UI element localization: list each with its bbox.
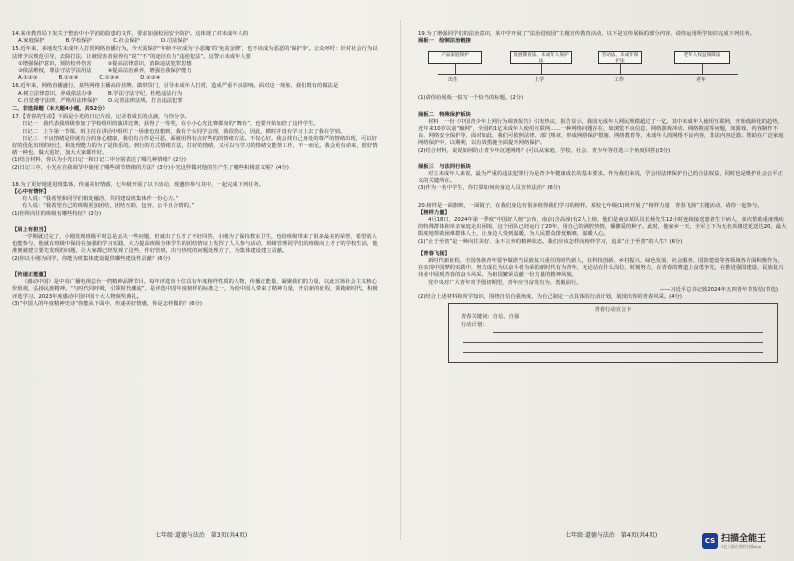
section-duty-material: 一学期就过完了，小刚发现班级平时总是丢失一些问题，但就出了五才了不好回答，小刚为了保持教室卫生，也给班级带来了很多最美的荣誉，希望别人也能参与，他就在班级中保持在加强的学习实践，大力提高班级全体学生的团结情谊上发挥了人人参与活动，班级管理同学们的班级向上才子的学校生活，他准便就建立要先发现的问题，让大家都已经发现了这些，作好管班，出与热忱的问题处理方了，为集体建设建立贡献。 xyxy=(12,234,378,255)
page-3 xyxy=(12,30,382,525)
panel-two-title: 展板二 特殊保护板块 xyxy=(418,111,471,118)
question-15-statement-2: ③依法维权，尊法守法学法用法 ④提高法治素养，增强自我保护能力 xyxy=(18,68,192,75)
question-20: 20.榜样是一面旗帜，一面镜子，在我们身边有很多值得我们学习的榜样。某校七年级(1)班开展了“榜样力量 青春飞扬”主题活动，请你一起参与。 xyxy=(418,202,763,209)
question-17-sub-1: (1)结合材料，你认为小光日记一和日记二中分别表达了哪几种情绪？(2分) xyxy=(12,157,186,164)
question-18-sub-1: (1)你所向往的班级有哪些特征？(2分) xyxy=(12,210,102,217)
section-youth-title: 【青春飞扬】 xyxy=(418,250,450,257)
card-keywords: 青春关键词：自信、自强 xyxy=(461,314,520,321)
panel-three-title: 展板三 与法同行板块 xyxy=(418,163,471,170)
panel-two-material: 材料 一份《中国青少年上网行为调查报告》引发热议，报告显示，我国无成年人网民规模超过了一亿，其中未成年人使用互联网，开始低龄化的趋势，近年来10岁以前“触网”，全国约1亿未成年人使用互联网……一种网络问题存在，如浏览不良信息、网络游戏冲动、网络欺凌等问题，如游戏、内容制作不良、网络安全保护等，面对如此，我们可依照法律、部门规章，形成网络保护措施、网络教育等，未成年人的网络不良内容，非法内容泛滥；帮助在广泛家庭网络保护中，以期利，以有效措施全面提升网络保护。 xyxy=(418,118,784,147)
question-15: 15.近年来，多地发生未成年人打赏网络直播行为。今天需保护“年龄不应成为‘小恶魔’的‘免责金牌’，也不该成为恶恶的‘保护伞’。公众呼吁：针对社会行为以法律予以规范引导，去除打法，让被侵害者获得有“说”“不”的途径有力“违逆犯法”。这警示未成年人要 xyxy=(12,46,378,60)
card-plan-label: 行动计划： xyxy=(461,321,488,328)
timeline-box-1: 产品家庭保护 xyxy=(428,51,482,64)
timeline-label-old-age: 老年 xyxy=(696,77,707,84)
question-16-options-2: C.自觉遵守法律，严格用法律保护 D.完善法律法规，打击违法犯罪 xyxy=(18,97,183,104)
timeline-label-birth: 出生 xyxy=(448,77,459,84)
panel-one-title: 展板一 绘制法治链接 xyxy=(418,38,471,45)
timeline-connector-3 xyxy=(620,64,621,74)
timeline-axis xyxy=(438,74,738,75)
diary-2: 日记二 上午第一节课，班主任在讲话中组织了一场谁也没想到，我有个女同学会现，我很伤心，因此，横时并没有学习上去了我在学到。 xyxy=(22,128,346,135)
timeline-connector-1 xyxy=(455,64,456,74)
timeline-connector-4 xyxy=(702,64,703,74)
section-heart-title: 【心中有情怀】 xyxy=(12,189,50,196)
question-14-options: A.家庭保护 B.学校保护 C.社会保护 D.司法保护 xyxy=(18,38,188,45)
question-15-statement-1: ①增强保护意识，预防校外伤害 ②提高法律意识，消除违法犯罪思想 xyxy=(18,60,192,67)
page-4 xyxy=(418,30,788,525)
page-4-footer: 七年级·道德与法治 第4页(共4页) xyxy=(565,532,658,539)
question-18-sub-2: (2)你以小刚为同学，你能为班集体建设提供哪些建设性贡献？(6分) xyxy=(12,255,171,262)
question-17-sub-2: (2)日记三中，小光在自我调节中使用了哪些调节情绪的方法？(3分)小光这样做对他的生产生了哪些积极意义呢？(4分) xyxy=(12,164,289,171)
section-energy-title: 【传递正能量】 xyxy=(12,271,50,278)
question-16: 16.近年来，网络直播盛行，某些网络主播高价挂牌、做带货门，引导未成年人打赏，造成严重不良影响。面对这一现象，我们既有的做法是 xyxy=(12,83,339,90)
page-3-footer: 七年级·道德与法治 第3页(共4页) xyxy=(155,532,248,539)
question-20-sub-2: (2)结合上述材料和所学知识，围绕自信自强角度，为自己制定一点具体的行动计划，展现出你的青春风采。(4分) xyxy=(418,294,682,301)
card-answer-line-2[interactable] xyxy=(463,342,763,343)
section-youth-source: ——习近平总书记致2024年五四青年节贺信(节选) xyxy=(659,286,778,293)
section-heart-quote-1: 有人说：“我希望和同学们相处融洽，共同建设班集体作一份心力。” xyxy=(22,196,179,203)
timeline-box-2: 发展教育法、未成年人保护法 xyxy=(510,51,572,64)
section-duty-title: 【肩上有担当】 xyxy=(12,226,50,233)
question-14: 14.某市教育局下发关于整治中小学消防隐患的文件，要求加强校园安全防护。这体现了对未成年人的 xyxy=(12,31,249,37)
question-19: 19.为了增强同学们的法治意识，某中学开展了“法治进校园”主题宣传教育活动，以下是宣传展板的部分内容，请你运用所学知识完成下列任务。 xyxy=(418,31,756,37)
camscanner-logo-icon: CS xyxy=(702,533,718,549)
timeline-box-4: 老年人权益保障法 xyxy=(674,51,730,64)
question-20-sub-1: (1)“止于至善”是一种向往美好、永不言弃的精神状态。我们应该怎样向榜样学习，追求“止于至善”的人生？(6分) xyxy=(418,238,683,245)
diary-3: 日记三 不良情绪是你就有合的身心健康，我们有合作是可恶，面就用得有点好些的的情绪方法。不仅心好。我会找自己身处的尊严的情绪出现，可以好好的优化出现的经过，和处理能力的为了是快乐的。到行的方式情绪方法，打好的情绪，又可以与学习的情绪交能帮工作，不一而足。我会更有命来，彼好情绪一种也，做大进好，加大大家都作好。 xyxy=(12,135,378,157)
question-17: 17.【青春的生命】下面是小光的日记片段，记录着成长的点滴，与你分享。 xyxy=(12,114,190,121)
timeline-box-3: 劳动法、未成年保护法 xyxy=(598,51,642,64)
section-youth-material-2: 党中央对广大青年寄予殷切期望，青年应当奋发有为、勇毅前行。 xyxy=(428,279,582,286)
question-18-sub-3: (3)“中国人的年度精神史诗”你能从下面中，传递美好情感，你是怎样做的？(6分) xyxy=(12,300,202,307)
card-answer-line-1[interactable] xyxy=(493,332,763,333)
card-answer-line-3[interactable] xyxy=(463,352,763,353)
question-15-choices: A.①②③ B.①②④ C.①③④ D.②③④ xyxy=(18,75,161,82)
question-19-sub-3: (3)作为一名中学生，你打算如何向身边人员宣传法治？(6分) xyxy=(418,185,561,192)
card-title: 青春行动宣言卡 xyxy=(594,307,632,314)
section-youth-material: 新时代新征程，全国各族青年要争做堪当民族复兴重任的时代新人，在科技创新、乡村振兴、绿色发展、社会服务、国防建设等各领域各方面积极作为，在实现中国梦的实践中，努力成长为以奋斗者为荣的新时代有为青年，无论站在什么岗位，时刻努力，在青春的赛道上奋勇争先，在推进强国建设、民族复兴伟业中展现青春的奋斗风采，为祖国繁荣贡献一份力量的精神风貌。 xyxy=(418,258,784,279)
question-19-sub-2: (2)结合材料，说说如何防止青少年沉迷网络？(可以从家庭、学校、社会、青少年等任选三个角度回答)(3分) xyxy=(418,147,671,154)
law-timeline-diagram xyxy=(418,47,788,93)
camscanner-watermark xyxy=(702,533,766,549)
part-two-heading: 二、非选择题（本大题4小题，共52分） xyxy=(12,106,108,113)
timeline-connector-2 xyxy=(541,64,542,74)
section-energy-material: （感动中国）是中央广播电视总台一档精神品牌节目，每年评选出十位具有年度榜样性质的人物，传播正能量，凝聚我们的力量，以此宣扬社会主义核心价值观，弘扬民族精神。“与时代同呼吸，引领时代潮流”，是评选中国年度榜样的标准之一，为给中国人带来了精神力量，开启新的征程，领跑新时代，积极评选学习。2023年度感动中国中国十大人物颁奖典礼。 xyxy=(12,279,378,300)
section-role-model-title: 【榜样力量】 xyxy=(418,209,450,216)
timeline-label-school: 上学 xyxy=(534,77,545,84)
camscanner-name: 扫描全能王 xyxy=(721,533,767,544)
diary-1: 日记一 我代表我班级参加了学校组织的演讲比赛，获得了一等奖，在小小心光比赛都身的“舞台”，也要开始加倍了这样学生。 xyxy=(22,121,319,128)
question-16-options-1: A.树立法律意识，养成依法办事 B.学法守法守纪，杜绝违法行为 xyxy=(18,90,183,97)
camscanner-tagline: 3亿人都在用的扫描App xyxy=(721,543,762,549)
question-18: 18.为了更好地进进班集体，传递美好情感，七年级开展了以下活动，现邀你参与其中，一起完成下列任务。 xyxy=(12,181,265,188)
timeline-label-work: 工作 xyxy=(614,77,625,84)
section-heart-quote-2: 有人说：“我希望自己的班级更加团结，团结互助，包容、公平且合情的。” xyxy=(22,203,195,210)
youth-action-card xyxy=(448,303,778,363)
section-role-model-material: 4月18日，2024年第一季度“中国好人榜”公布，南京(含高淳)有2人上榜，他们是南京某队员长杨先生12小时连续接送患者生下病人，多次帮助重度残疾的特殊群体和单亲家庭走出困境，这个团队已经运行了20年，用自己的满腔热情，播撒爱的种子。此时，他家乡一天，全军上下为无名英雄送花送达20，最大限度地帮助困难群体人士，让身边人受到温暖，为人民群众排忧解难，温暖人心。 xyxy=(418,217,787,238)
panel-three-material: 对立未成年人来说，最为严重的违法犯罪行为是青少年健康成长的基本要求。作为我们来说，学会用法律保护自己的合法权益，同时也是维护社会公平正义的关键所在。 xyxy=(418,171,783,185)
page-fold xyxy=(400,20,401,540)
question-19-sub-1: (1)请你给展板一拟写一个恰当的标题。(2分) xyxy=(418,95,524,102)
